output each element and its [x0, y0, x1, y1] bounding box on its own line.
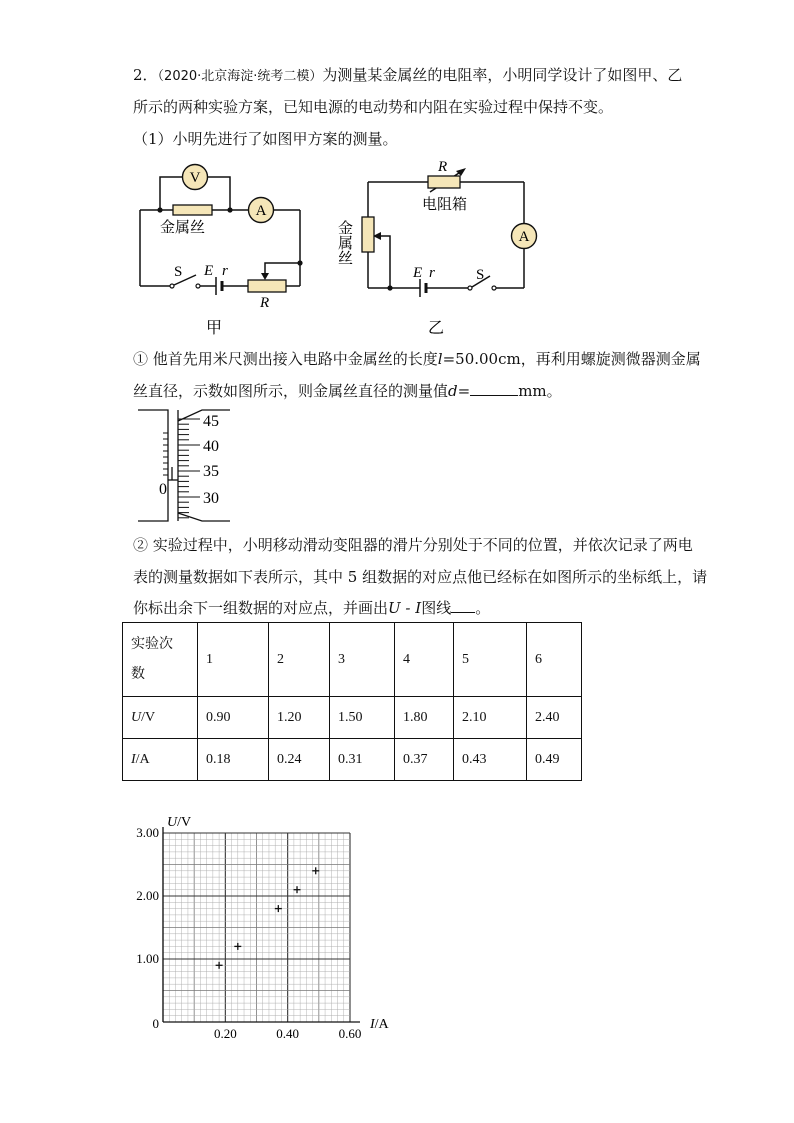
data-point: [312, 867, 319, 874]
thimble-label-30: 30: [203, 490, 219, 507]
u-value-cell: 2.10: [454, 697, 527, 739]
u-value-cell: 1.80: [395, 697, 454, 739]
problem-source: （2020·北京海淀·统考二模）: [157, 69, 323, 84]
u-value-cell: 1.50: [330, 697, 395, 739]
caption-yi: 乙: [427, 320, 445, 337]
r-label: r: [222, 263, 228, 279]
q1-line1: [133, 348, 701, 370]
u-label-cell: U/V: [123, 697, 198, 739]
data-point: [294, 886, 301, 893]
x-tick-label: 0.60: [338, 1026, 362, 1041]
thimble-label-40: 40: [203, 438, 219, 455]
i-value-cell: 0.37: [395, 739, 454, 781]
d-eq: =: [457, 382, 471, 400]
u-value-cell: 0.90: [198, 697, 269, 739]
voltmeter-label: V: [189, 170, 201, 186]
i-value-cell: 0.49: [527, 739, 582, 781]
i-label-cell: I/A: [123, 739, 198, 781]
x-tick-label: 0.20: [213, 1026, 237, 1041]
q1-line2: [133, 380, 562, 402]
i-value-cell: 0.18: [198, 739, 269, 781]
problem-intro-line2: 所示的两种实验方案，已知电源的电动势和内阻在实验过程中保持不变。: [133, 98, 614, 116]
q1-text-a: ① 他首先用米尺测出接入电路中金属丝的长度: [133, 350, 438, 368]
q2-text-a: 你标出余下一组数据的对应点，并画出: [133, 599, 389, 617]
q2-text-b: 图线: [421, 599, 452, 617]
metal-wire-resistor: [173, 205, 212, 215]
q2-line3: [133, 597, 490, 619]
thimble-label-45: 45: [203, 413, 219, 430]
data-point: [216, 962, 223, 969]
box-r-label: R: [438, 159, 448, 175]
u-value-cell: 2.40: [527, 697, 582, 739]
x-axis-label: I/A: [370, 1017, 389, 1032]
header-cell: 实验次 数: [123, 623, 198, 697]
origin-label: 0: [152, 1016, 159, 1031]
ui-graph[interactable]: [125, 810, 395, 1040]
i-value-cell: 0.31: [330, 739, 395, 781]
trial-cell: 2: [269, 623, 330, 697]
thimble-label-35: 35: [203, 463, 219, 480]
part1-text: （1）小明先进行了如图甲方案的测量。: [133, 130, 398, 148]
graph-answer-blank[interactable]: [451, 598, 475, 613]
data-point: [275, 905, 282, 912]
sleeve-zero-label: 0: [159, 481, 167, 498]
caption-jia: 甲: [205, 320, 223, 337]
table-row-i: [123, 739, 582, 781]
wire-label-yi: 金属丝: [336, 220, 352, 265]
trial-cell: 5: [454, 623, 527, 697]
switch-label: S: [174, 264, 183, 280]
i-value-cell: 0.43: [454, 739, 527, 781]
problem-number: 2．: [133, 66, 158, 84]
resistance-box: [428, 176, 460, 188]
ammeter-yi-label: A: [518, 229, 530, 245]
problem-intro-line1: [133, 64, 682, 88]
table-row-u: [123, 697, 582, 739]
q2-end: 。: [475, 599, 491, 617]
r-yi-label: r: [429, 265, 435, 281]
ammeter-label: A: [255, 203, 267, 219]
micrometer-figure: [130, 405, 240, 527]
data-point: [234, 943, 241, 950]
y-tick-label: 1.00: [136, 951, 159, 966]
trial-cell: 3: [330, 623, 395, 697]
data-table: [122, 622, 582, 781]
l-symbol: l: [437, 350, 443, 368]
y-axis-label: U/V: [167, 815, 192, 830]
trial-cell: 1: [198, 623, 269, 697]
trial-cell: 4: [395, 623, 454, 697]
problem-intro: 为测量某金属丝的电阻率，小明同学设计了如图甲、乙: [322, 66, 683, 84]
emf-yi-label: E: [413, 265, 423, 281]
q1-text-b: 丝直径，示数如图所示，则金属丝直径的测量值: [133, 382, 449, 400]
ui-symbol: U - I: [388, 599, 422, 617]
q2-line1: ② 实验过程中，小明移动滑动变阻器的滑片分别处于不同的位置，并依次记录了两电: [133, 536, 693, 554]
u-value-cell: 1.20: [269, 697, 330, 739]
l-value: =50.00cm，再利用螺旋测微器测金属: [442, 350, 701, 368]
emf-label: E: [204, 263, 214, 279]
switch-yi-label: S: [476, 267, 485, 283]
q2-line2: 表的测量数据如下表所示，其中 5 组数据的对应点他已经标在如图所示的坐标纸上，请: [133, 568, 708, 586]
d-unit: mm。: [518, 382, 562, 400]
circuit-jia: [130, 160, 320, 340]
metal-wire-resistor-yi: [362, 217, 374, 252]
y-tick-label: 2.00: [136, 888, 159, 903]
circuit-yi: [336, 155, 540, 340]
x-tick-label: 0.40: [276, 1026, 300, 1041]
box-label: 电阻箱: [422, 197, 468, 213]
rheostat-label: R: [260, 295, 270, 311]
i-value-cell: 0.24: [269, 739, 330, 781]
d-symbol: d: [448, 382, 458, 400]
wire-label: 金属丝: [160, 220, 206, 236]
y-tick-label: 3.00: [136, 825, 159, 840]
table-row-header: [123, 623, 582, 697]
trial-cell: 6: [527, 623, 582, 697]
d-answer-blank[interactable]: [470, 381, 518, 396]
rheostat-resistor: [248, 280, 286, 292]
